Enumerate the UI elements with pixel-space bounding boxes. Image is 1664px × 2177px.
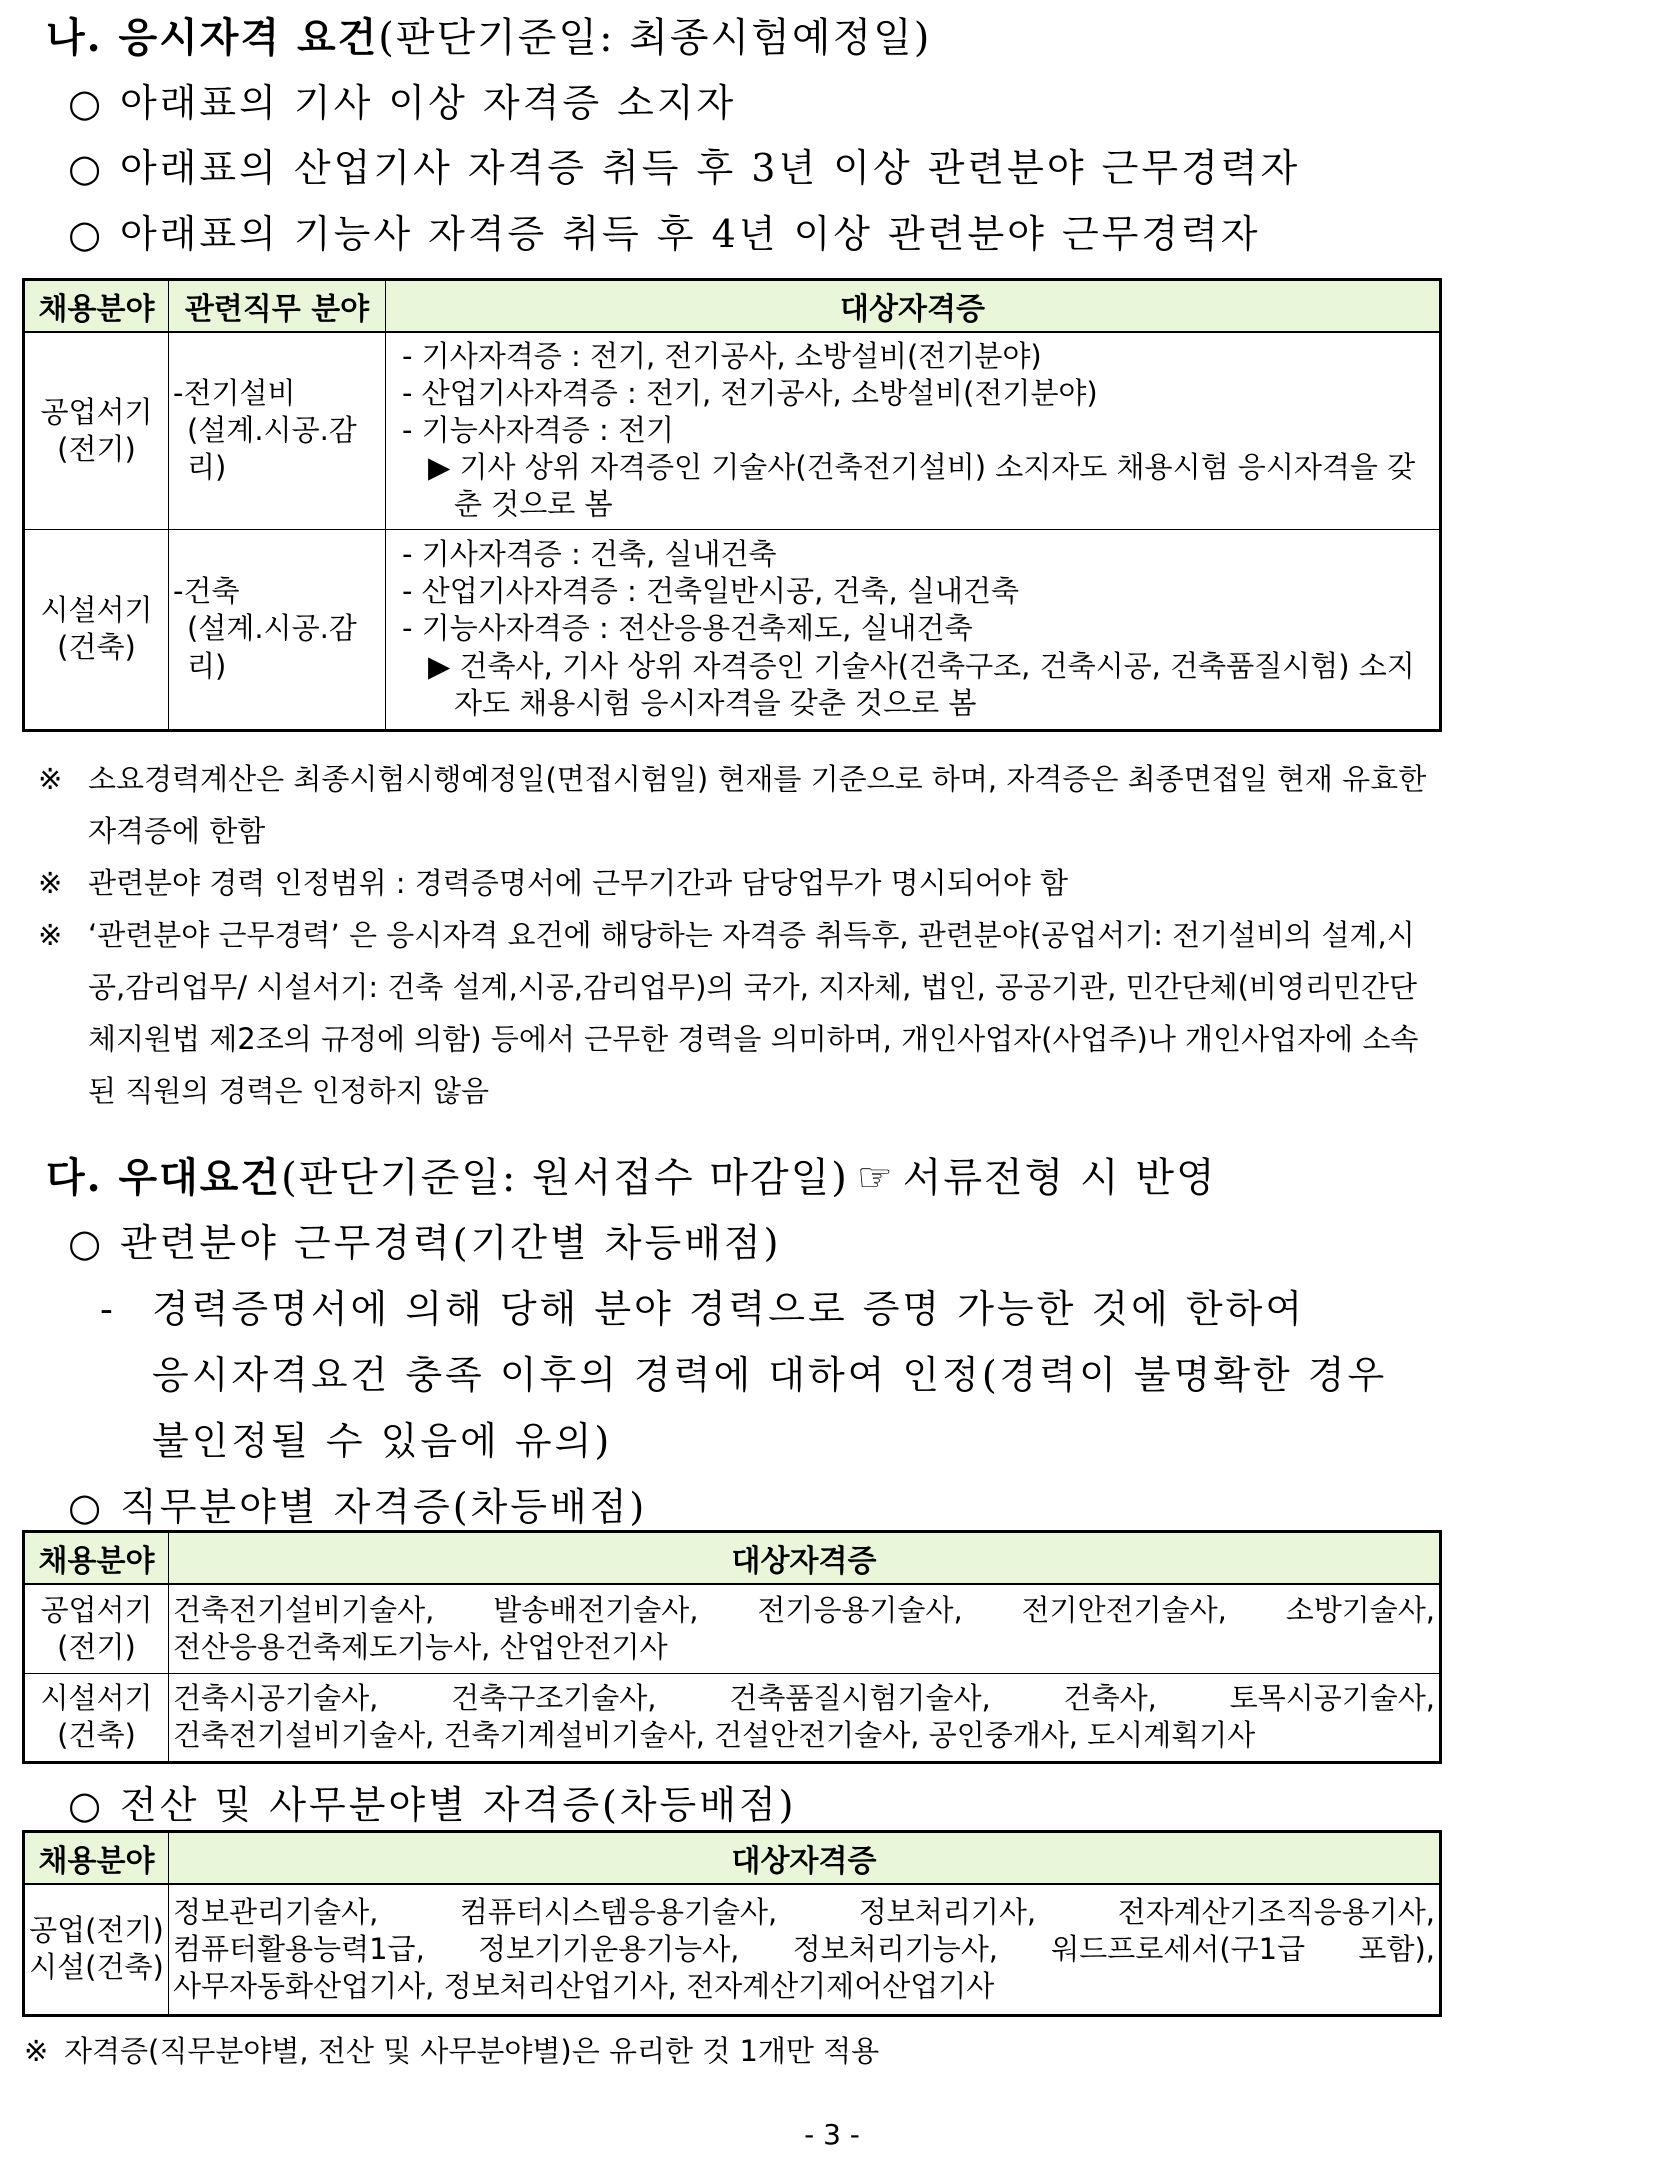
field-cell <box>24 1584 169 1673</box>
pointing-hand-icon: ☞ <box>856 1155 895 1201</box>
cert-arrow-note: ▶ 기사 상위 자격증인 기술사(건축전기설비) 소지자도 채용시험 응시자격을 갖춘 것으로 봄 <box>428 450 1416 522</box>
preference-detail <box>100 1278 1305 1333</box>
it-cert-table <box>22 1830 1442 2017</box>
section-heading-eligibility <box>46 6 931 63</box>
cert-cell <box>386 529 1441 730</box>
section-heading-tail: 서류전형 시 반영 <box>902 1155 1217 1201</box>
reference-mark-icon: ※ <box>38 918 63 952</box>
circle-bullet-icon: ○ <box>68 1221 105 1265</box>
eligibility-bullet <box>68 203 1261 258</box>
cert-cell: 건축시공기술사, 건축구조기술사, 건축품질시험기술사, 건축사, 토목시공기술사, 건축전기설비기술사, 건축기계설비기술사, 건설안전기술사, 공인중개사, 도시계획기사 <box>169 1673 1441 1762</box>
section-heading-preference <box>46 1146 1217 1203</box>
duty-sub: (설계.시공.감리) <box>187 611 357 683</box>
note-text: 관련분야 경력 인정범위 : 경력증명서에 근무기간과 담당업무가 명시되어야 함 <box>88 866 1068 900</box>
cert-line: - 기사자격증 : 건축, 실내건축 <box>402 537 777 572</box>
circle-bullet-icon: ○ <box>68 1485 105 1529</box>
field-cell <box>24 1673 169 1762</box>
table-header-row <box>24 1832 1441 1885</box>
column-header: 대상자격증 <box>169 1532 1441 1585</box>
field-cell <box>24 529 169 730</box>
note-text: 자격증(직무분야별, 전산 및 사무분야별)은 유리한 것 1개만 적용 <box>64 2034 880 2068</box>
cert-line: - 기능사자격증 : 전기 <box>402 413 675 448</box>
eligibility-table <box>22 278 1442 732</box>
eligibility-bullet <box>68 72 736 127</box>
circle-bullet-icon: ○ <box>68 81 105 125</box>
table-row <box>24 529 1441 730</box>
field-sub: 시설(건축) <box>29 1950 164 1985</box>
duty-name: -전기설비 <box>173 376 296 411</box>
circle-bullet-icon: ○ <box>68 212 105 256</box>
preference-detail-continued: 응시자격요건 충족 이후의 경력에 대하여 인정(경력이 불명확한 경우 <box>152 1353 1388 1397</box>
table-row <box>24 1884 1441 2015</box>
duty-name: -건축 <box>173 574 240 609</box>
duty-cell <box>169 332 386 529</box>
duty-sub: (설계.시공.감리) <box>187 413 357 485</box>
column-header: 채용분야 <box>24 280 169 333</box>
cert-cell: 정보관리기술사, 컴퓨터시스템응용기술사, 정보처리기사, 전자계산기조직응용기사, 컴퓨터활용능력1급, 정보기기운용기능사, 정보처리기능사, 워드프로세서(구1급 포함), 사무자동화산업기사, 정보처리산업기사, 전자계산기제어산업기사 <box>169 1884 1441 2015</box>
cert-line: - 기능사자격증 : 전산응용건축제도, 실내건축 <box>402 611 973 646</box>
page-number: - 3 - <box>804 2118 860 2151</box>
field-sub: (건축) <box>57 1718 136 1752</box>
reference-mark-icon: ※ <box>24 2034 49 2068</box>
note-item <box>38 909 1444 1117</box>
field-name: 공업서기 <box>40 394 153 429</box>
table-row <box>24 1673 1441 1762</box>
preference-bullet <box>68 1212 781 1267</box>
bullet-text: 관련분야 근무경력(기간별 차등배점) <box>120 1221 782 1265</box>
reference-mark-icon: ※ <box>38 866 63 900</box>
cert-line: - 산업기사자격증 : 전기, 전기공사, 소방설비(전기분야) <box>402 376 1098 411</box>
note-item <box>38 857 1444 909</box>
cert-line: - 산업기사자격증 : 건축일반시공, 건축, 실내건축 <box>402 574 1020 609</box>
field-cell <box>24 332 169 529</box>
column-header: 대상자격증 <box>386 280 1441 333</box>
field-sub: (전기) <box>57 431 136 466</box>
column-header: 채용분야 <box>24 1532 169 1585</box>
bullet-text: 아래표의 기사 이상 자격증 소지자 <box>120 81 737 125</box>
note-item <box>38 753 1444 857</box>
note-text: ‘관련분야 근무경력’ 은 응시자격 요건에 해당하는 자격증 취득후, 관련분야(공업서기: 전기설비의 설계,시공,감리업무/ 시설서기: 건축 설계,시공,감리업무)의 국가, 지자체, 법인, 공공기관, 민간단체(비영리민간단체지원법 제2조의 규정에 의함) 등에서 근무한 경력을 의미하며, 개인사업자(사업주)나 개인사업자에 소속된 직원의 경력은 인정하지 않음 <box>88 918 1419 1108</box>
section-heading-main: 나. 응시자격 요건 <box>46 14 379 61</box>
dash-bullet-icon: - <box>100 1287 116 1331</box>
cert-line: - 기사자격증 : 전기, 전기공사, 소방설비(전기분야) <box>402 338 1042 373</box>
cert-arrow-note: ▶ 건축사, 기사 상위 자격증인 기술사(건축구조, 건축시공, 건축품질시험) 소지자도 채용시험 응시자격을 갖춘 것으로 봄 <box>428 648 1415 720</box>
cert-cell: 건축전기설비기술사, 발송배전기술사, 전기응용기술사, 전기안전기술사, 소방기술사, 전산응용건축제도기능사, 산업안전기사 <box>169 1584 1441 1673</box>
field-cell <box>24 1884 169 2015</box>
bullet-text: 아래표의 산업기사 자격증 취득 후 3년 이상 관련분야 근무경력자 <box>120 146 1301 190</box>
bullet-text: 직무분야별 자격증(차등배점) <box>120 1485 648 1529</box>
note-text: 소요경력계산은 최종시험시행예정일(면접시험일) 현재를 기준으로 하며, 자격증은 최종면접일 현재 유효한 자격증에 한함 <box>88 762 1427 848</box>
field-name: 공업서기 <box>40 1592 153 1627</box>
preference-bullet <box>68 1774 797 1829</box>
field-name: 시설서기 <box>40 1680 153 1715</box>
field-name: 시설서기 <box>40 592 153 627</box>
table-header-row <box>24 1532 1441 1585</box>
section-heading-criteria: (판단기준일: 원서접수 마감일) <box>281 1155 849 1201</box>
job-cert-table <box>22 1530 1442 1764</box>
eligibility-bullet <box>68 137 1300 192</box>
circle-bullet-icon: ○ <box>68 146 105 190</box>
table-header-row <box>24 280 1441 333</box>
bullet-text: 아래표의 기능사 자격증 취득 후 4년 이상 관련분야 근무경력자 <box>120 212 1261 256</box>
reference-mark-icon: ※ <box>38 762 63 796</box>
preference-detail-continued: 불인정될 수 있음에 유의) <box>152 1419 613 1463</box>
section-heading-criteria: (판단기준일: 최종시험예정일) <box>378 15 932 61</box>
preference-bullet <box>68 1476 647 1531</box>
bullet-text: 전산 및 사무분야별 자격증(차등배점) <box>120 1783 797 1827</box>
section-heading-main: 다. 우대요건 <box>46 1154 282 1201</box>
column-header: 채용분야 <box>24 1832 169 1885</box>
column-header: 관련직무 분야 <box>169 280 386 333</box>
detail-text: 경력증명서에 의해 당해 분야 경력으로 증명 가능한 것에 한하여 <box>152 1287 1306 1331</box>
cert-cell <box>386 332 1441 529</box>
field-sub: (건축) <box>57 630 136 664</box>
field-sub: (전기) <box>57 1629 136 1664</box>
circle-bullet-icon: ○ <box>68 1783 105 1827</box>
table-row <box>24 332 1441 529</box>
table-row <box>24 1584 1441 1673</box>
note-item <box>24 2025 1430 2077</box>
duty-cell <box>169 529 386 730</box>
column-header: 대상자격증 <box>169 1832 1441 1885</box>
field-name: 공업(전기) <box>29 1913 164 1948</box>
